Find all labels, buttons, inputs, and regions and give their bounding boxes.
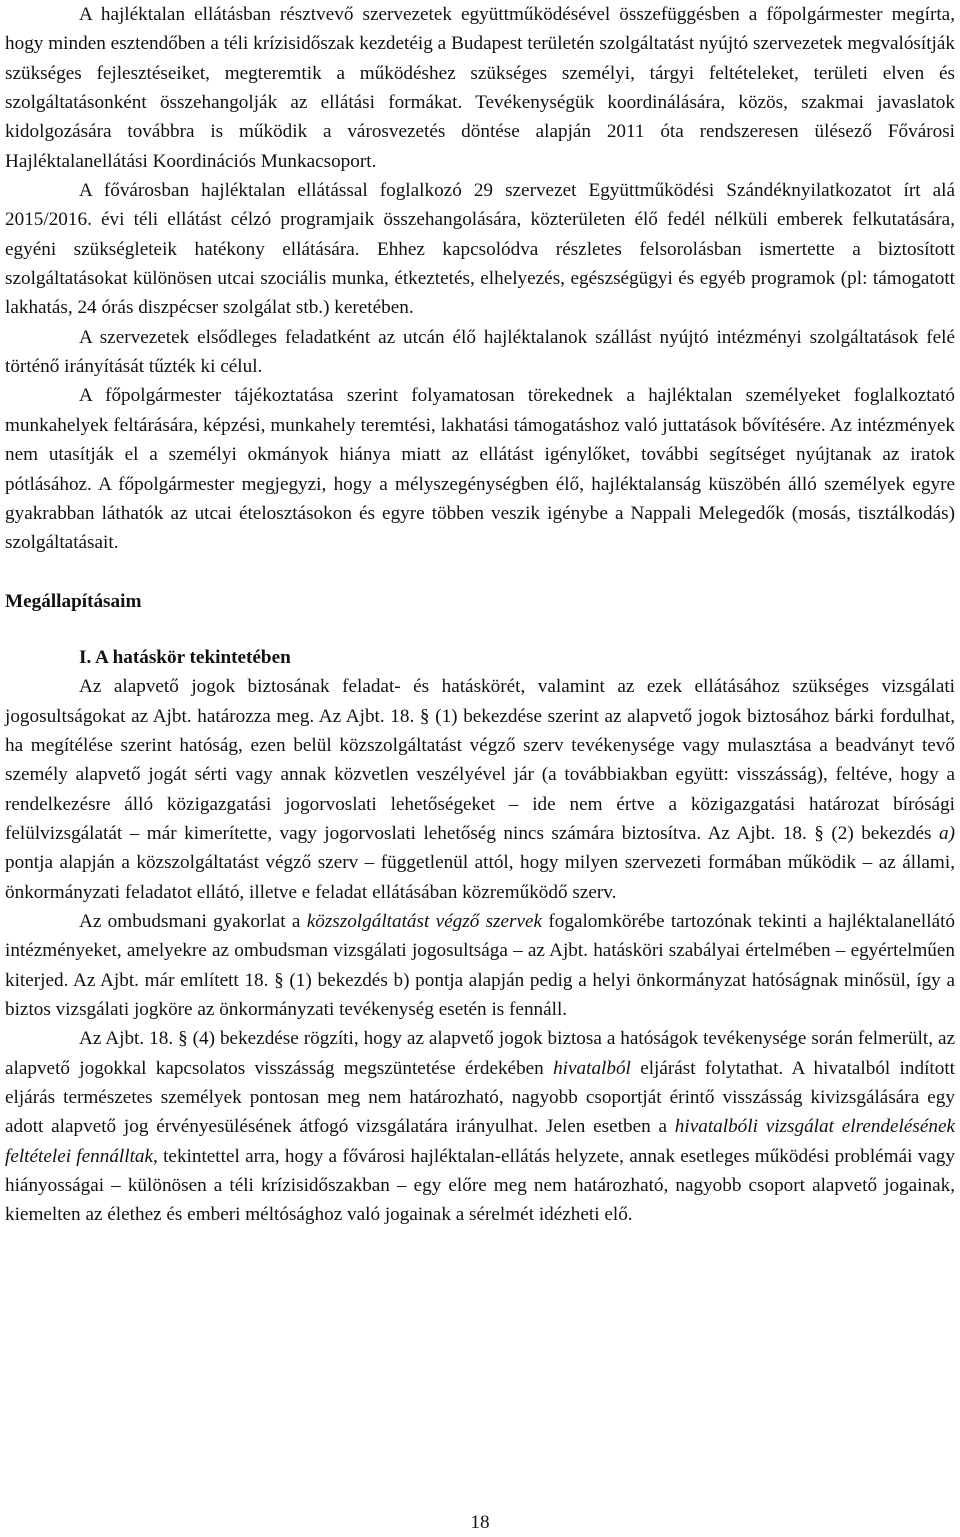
paragraph-declaration: A fővárosban hajléktalan ellátással foglalkozó 29 szervezet Együttműködési Szándéknyilatkozatot írt alá 2015/2016. évi téli ellátást célzó programjaik összehangolására, közterületen élő fedél nélküli emberek felkutatására, egyéni szükségleteik hatékony ellátására. Ehhez kapcsolódva részletes felsorolásban ismertette a biztosított szolgáltatásokat különösen utcai szociális munka, étkeztetés, elhelyezés, egészségügyi és egyéb programok (pl: támogatott lakhatás, 24 órás diszpécser szolgálat stb.) keretében. [5,180,955,319]
ex-emphasis-1: hivatalból [553,1057,631,1079]
paragraph-cooperation: A hajléktalan ellátásban résztvevő szervezetek együttműködésével összefüggésben a főpolgármester megírta, hogy minden esztendőben a téli krízisidőszak kezdetéig a Budapest területén szolgáltatást nyújtó szervezetek megvalósítják szükséges fejlesztéseiket, megteremtik a működéshez szükséges személyi, tárgyi feltételeket, területi elven és szolgáltatásonként összehangolják az ellátási formákat. Tevékenységük koordinálására, közös, szakmai javaslatok kidolgozására továbbra is működik a városvezetés döntése alapján 2011 óta rendszeresen ülésező Fővárosi Hajléktalanellátási Koordinációs Munkacsoport. [5,4,955,172]
competence-tail: pontja alapján a közszolgáltatást végző szerv – függetlenül attól, hogy milyen szervezeti formában működik – az állami, önkormányzati feladatot ellátó, illetve e feladat ellátásában közreműködő szerv. [5,852,955,903]
paragraph-ex-officio [5,1024,955,1229]
ombud-emphasis: közszolgáltatást végző szervek [306,910,543,932]
paragraph-employment: A főpolgármester tájékoztatása szerint folyamatosan törekednek a hajléktalan személyeket foglalkoztató munkahelyek feltárására, képzési, munkahely teremtési, lakhatási támogatáshoz való juttatások bővítésére. Az intézmények nem utasítják el a személyi okmányok hiánya miatt az ellátást igénylőket, további segítséget nyújtanak az iratok pótlásához. A főpolgármester megjegyzi, hogy a mélyszegénységben élő, hajléktalanság küszöbén álló személyek egyre gyakrabban láthatók az utcai ételosztásokon és egyre többen veszik igénybe a Nappali Melegedők (mosás, tisztálkodás) szolgáltatásait. [5,385,955,554]
document-page [5,0,955,1230]
ex-emphasis-2: hivatalbóli vizsgálat elrendelésének feltételei fennálltak [5,1116,955,1167]
ex-tail: , tekintettel arra, hogy a fővárosi hajléktalan-ellátás helyzete, annak esetleges működési problémái vagy hiányosságai – különösen a téli krízisidőszakban – egy előre meg nem határozható, nagyobb csoport alapvető jogainak, kiemelten az élethez és emberi méltósághoz való jogainak a sérelmét idézheti elő. [5,1145,955,1226]
findings-heading: Megállapításaim [5,590,142,612]
paragraph-primary-goal: A szervezetek elsődleges feladatként az utcán élő hajléktalanok szállást nyújtó intézményi szolgáltatások felé történő irányítását tűzték ki célul. [5,326,955,378]
ex-mid: eljárást folytathat. A hivatalból indított eljárás természetes személyek pontosan meg nem határozható, nagyobb csoportját érintő visszásság kivizsgálására egy adott alapvető jog érvényesülésének átfogó vizsgálatára irányulhat. Jelen esetben a [5,1057,955,1138]
paragraph-ombudsman-practice [5,907,955,1024]
paragraph-competence [5,672,955,907]
ombud-head: Az ombudsmani gyakorlat a [79,910,301,932]
ombud-tail: fogalomkörébe tartozónak tekinti a hajléktalanellátó intézményeket, amelyekre az ombudsman vizsgálati jogosultsága – az Ajbt. hatásköri szabályai értelmében – egyértelműen kiterjed. Az Ajbt. már említett 18. § (1) bekezdés b) pontja alapján pedig a helyi önkormányzat hatóságnak minősül, így a biztos vizsgálati jogköre az önkormányzati tevékenység esetén is fennáll. [5,910,956,1020]
competence-point: a) [939,822,956,844]
page-number: 18 [470,1512,490,1533]
competence-text: Az alapvető jogok biztosának feladat- és hatáskörét, valamint az ezek ellátásához szükséges vizsgálati jogosultságokat az Ajbt. határozza meg. Az Ajbt. 18. § (1) bekezdése szerint az alapvető jogok biztosához bárki fordulhat, ha megítélése szerint hatóság, ezen belül közszolgáltatást végző szerv tevékenysége vagy mulasztása a beadványt tevő személy alapvető jogát sérti vagy annak közvetlen veszélyével jár (a továbbiakban együtt: visszásság), feltéve, hogy a rendelkezésre álló közigazgatási jogorvoslati lehetőségeket – ide nem értve a közigazgatási határozat bírósági felülvizsgálatát – már kimerítette, vagy jogorvoslati lehetőség nincs számára biztosítva. Az Ajbt. 18. § (2) bekezdés [5,676,955,844]
ex-head: Az Ajbt. 18. § (4) bekezdése rögzíti, hogy az alapvető jogok biztosa a hatóságok tevékenysége során felmerült, az alapvető jogokkal kapcsolatos visszásság megszüntetése érdekében [5,1028,955,1079]
competence-subheading: I. A hatáskör tekintetében [79,646,291,668]
